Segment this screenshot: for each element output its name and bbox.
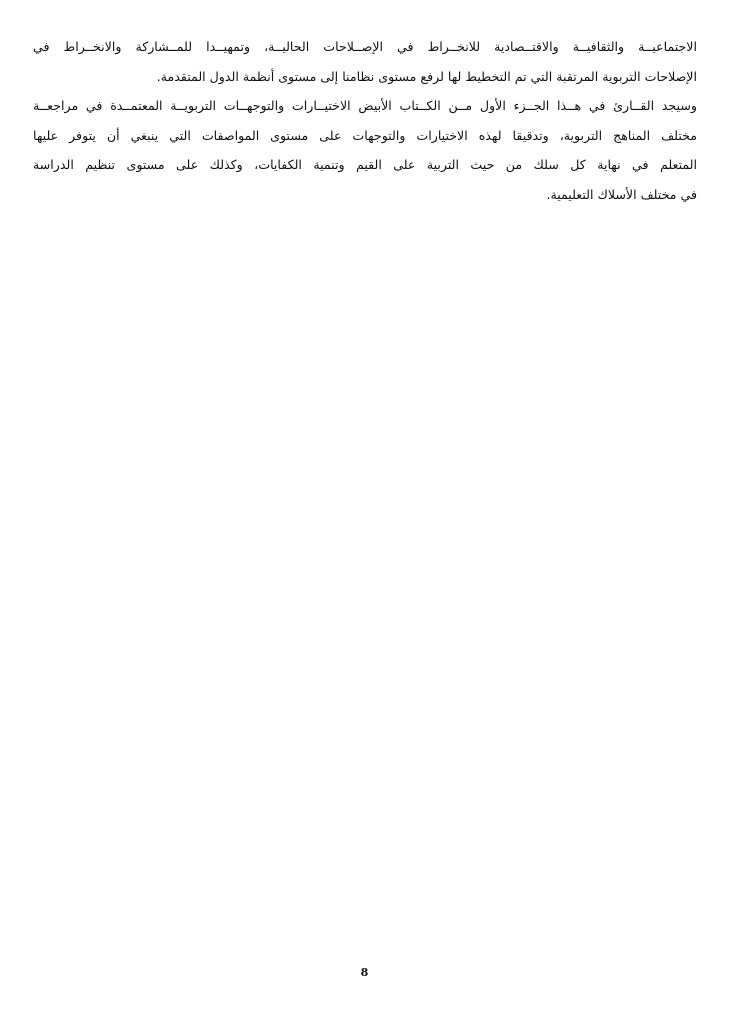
text-line: وسيجد القــارئ في هــذا الجــزء الأول مــن الكــتاب الأبيض الاختيــارات والتوجهــات التربويــة المعتمــدة في مراجعــة [33, 98, 697, 114]
text-line: الإصلاحات التربوية المرتقبة التي تم التخطيط لها لرفع مستوى نظامنا إلى مستوى أنظمة الدول المتقدمة. [156, 68, 697, 84]
text-line: المتعلم في نهاية كل سلك من حيث التربية على القيم وتنمية الكفايات، وكذلك على مستوى تنظيم الدراسة [33, 157, 697, 173]
text-line: في مختلف الأسلاك التعليمية. [546, 186, 697, 202]
text-line: الاجتماعيــة والثقافيــة والاقتــصادية للانخــراط في الإصــلاحات الحاليــة، وتمهيــدا للمــشاركة والانخــراط في [33, 39, 697, 54]
text-line: مختلف المناهج التربوية، وتدقيقا لهذه الاختيارات والتوجهات على مستوى المواصفات التي ينبغي أن يتوفر عليها [33, 127, 697, 143]
page-number: 8 [360, 966, 369, 979]
body-text [33, 32, 697, 210]
